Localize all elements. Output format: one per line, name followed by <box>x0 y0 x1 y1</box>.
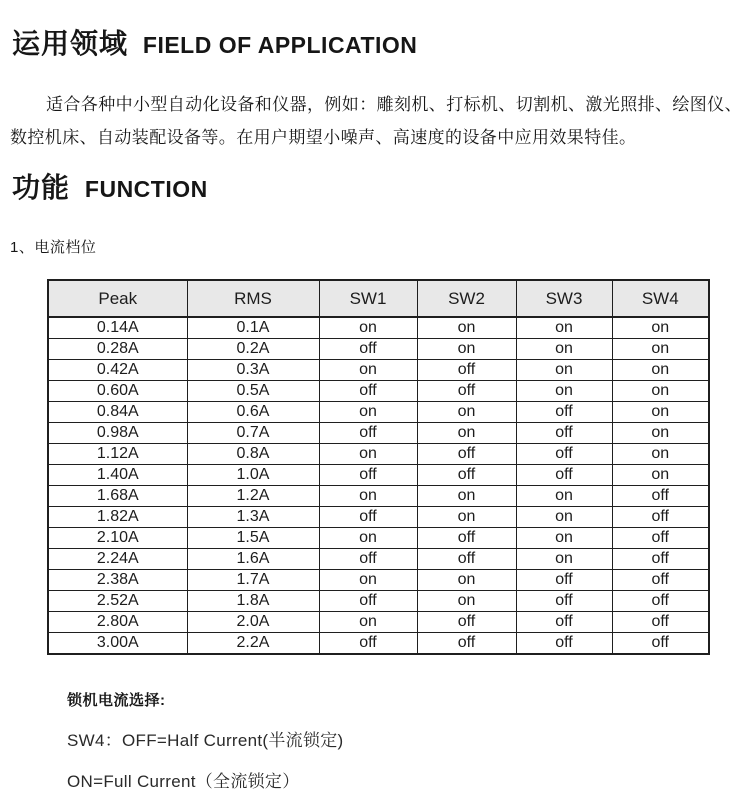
table-cell: off <box>417 360 516 381</box>
table-cell: 2.80A <box>48 612 187 633</box>
table-cell: off <box>516 591 612 612</box>
table-row <box>48 612 709 633</box>
table-cell: off <box>417 381 516 402</box>
table-cell: 3.00A <box>48 633 187 655</box>
table-cell: on <box>319 360 417 381</box>
table-header <box>48 280 709 317</box>
table-cell: off <box>516 633 612 655</box>
table-cell: off <box>516 444 612 465</box>
column-header-sw1: SW1 <box>319 280 417 317</box>
table-cell: on <box>612 360 709 381</box>
table-cell: off <box>319 507 417 528</box>
table-cell: on <box>319 528 417 549</box>
table-cell: off <box>612 507 709 528</box>
table-cell: on <box>516 507 612 528</box>
table-cell: 1.12A <box>48 444 187 465</box>
table-cell: off <box>417 612 516 633</box>
table-cell: 0.5A <box>187 381 319 402</box>
table-cell: off <box>319 549 417 570</box>
table-cell: on <box>319 612 417 633</box>
table-cell: 2.2A <box>187 633 319 655</box>
table-cell: off <box>319 381 417 402</box>
lock-current-select-title: 锁机电流选择: <box>67 692 166 709</box>
table-row <box>48 360 709 381</box>
table-cell: 2.52A <box>48 591 187 612</box>
application-paragraph: 适合各种中小型自动化设备和仪器，例如：雕刻机、打标机、切割机、激光照排、绘图仪、数控机床、自动装配设备等。在用户期望小噪声、高速度的设备中应用效果特佳。 <box>10 95 742 147</box>
table-cell: 1.6A <box>187 549 319 570</box>
function-heading <box>12 166 750 206</box>
table-row <box>48 402 709 423</box>
table-cell: 2.10A <box>48 528 187 549</box>
column-header-sw3: SW3 <box>516 280 612 317</box>
table-cell: on <box>417 423 516 444</box>
table-cell: 0.60A <box>48 381 187 402</box>
table-row <box>48 549 709 570</box>
table-cell: 1.0A <box>187 465 319 486</box>
table-cell: 0.98A <box>48 423 187 444</box>
table-cell: off <box>319 591 417 612</box>
table-cell: 0.42A <box>48 360 187 381</box>
table-cell: on <box>612 423 709 444</box>
table-cell: 1.68A <box>48 486 187 507</box>
table-cell: 0.14A <box>48 317 187 339</box>
table-cell: off <box>417 549 516 570</box>
current-gear-label: 1、电流档位 <box>10 239 97 256</box>
table-cell: off <box>516 423 612 444</box>
table-cell: on <box>516 486 612 507</box>
table-cell: on <box>417 402 516 423</box>
table-cell: 1.2A <box>187 486 319 507</box>
table-cell: off <box>612 486 709 507</box>
table-cell: off <box>612 591 709 612</box>
table-cell: 1.5A <box>187 528 319 549</box>
table-cell: 0.28A <box>48 339 187 360</box>
table-cell: on <box>516 317 612 339</box>
table-row <box>48 507 709 528</box>
table-cell: off <box>319 465 417 486</box>
sw4-off-note: SW4：OFF=Half Current(半流锁定) <box>67 731 344 750</box>
table-cell: on <box>417 339 516 360</box>
field-of-application-heading <box>12 22 750 62</box>
table-cell: on <box>612 317 709 339</box>
table-cell: on <box>417 570 516 591</box>
table-cell: off <box>612 633 709 655</box>
table-cell: 0.84A <box>48 402 187 423</box>
table-cell: on <box>612 381 709 402</box>
table-cell: on <box>417 486 516 507</box>
table-cell: on <box>319 486 417 507</box>
table-cell: on <box>417 317 516 339</box>
table-cell: off <box>516 465 612 486</box>
sw4-on-note: ON=Full Current（全流锁定） <box>67 772 300 791</box>
table-row <box>48 465 709 486</box>
table-cell: off <box>516 402 612 423</box>
column-header-sw2: SW2 <box>417 280 516 317</box>
table-cell: on <box>516 381 612 402</box>
table-header-row <box>48 280 709 317</box>
table-cell: 0.6A <box>187 402 319 423</box>
table-cell: on <box>417 507 516 528</box>
table-cell: on <box>417 591 516 612</box>
table-cell: 0.8A <box>187 444 319 465</box>
table-cell: on <box>319 317 417 339</box>
table-cell: on <box>516 528 612 549</box>
table-cell: off <box>417 465 516 486</box>
table-row <box>48 444 709 465</box>
table-cell: off <box>319 423 417 444</box>
table-cell: off <box>612 570 709 591</box>
column-header-sw4: SW4 <box>612 280 709 317</box>
table-row <box>48 591 709 612</box>
field-of-application-heading-en: FIELD OF APPLICATION <box>142 32 418 58</box>
table-cell: on <box>612 339 709 360</box>
table-cell: 1.3A <box>187 507 319 528</box>
table-cell: 0.2A <box>187 339 319 360</box>
table-cell: off <box>612 528 709 549</box>
footer-notes <box>67 689 750 792</box>
table-row <box>48 423 709 444</box>
table-cell: on <box>319 570 417 591</box>
table-cell: off <box>417 633 516 655</box>
table-cell: on <box>612 465 709 486</box>
table-row <box>48 381 709 402</box>
table-cell: 0.7A <box>187 423 319 444</box>
table-cell: 2.38A <box>48 570 187 591</box>
table-cell: on <box>516 339 612 360</box>
current-settings-table <box>47 279 710 655</box>
table-cell: off <box>516 612 612 633</box>
table-cell: on <box>516 549 612 570</box>
table-row <box>48 528 709 549</box>
table-cell: 1.7A <box>187 570 319 591</box>
table-cell: 1.82A <box>48 507 187 528</box>
table-cell: 1.40A <box>48 465 187 486</box>
table-cell: 2.24A <box>48 549 187 570</box>
field-of-application-heading-zh: 运用领域 <box>12 28 129 59</box>
table-cell: on <box>612 402 709 423</box>
table-cell: 2.0A <box>187 612 319 633</box>
table-cell: off <box>319 633 417 655</box>
table-row <box>48 633 709 655</box>
table-cell: 0.3A <box>187 360 319 381</box>
column-header-rms: RMS <box>187 280 319 317</box>
table-cell: off <box>319 339 417 360</box>
table-cell: off <box>417 444 516 465</box>
column-header-peak: Peak <box>48 280 187 317</box>
table-cell: on <box>319 402 417 423</box>
table-row <box>48 317 709 339</box>
table-cell: 1.8A <box>187 591 319 612</box>
table-body <box>48 317 709 654</box>
function-heading-en: FUNCTION <box>84 176 208 202</box>
table-cell: off <box>612 612 709 633</box>
table-cell: on <box>319 444 417 465</box>
document-page <box>0 22 750 807</box>
table-cell: off <box>417 528 516 549</box>
table-row <box>48 486 709 507</box>
table-cell: on <box>516 360 612 381</box>
table-cell: off <box>612 549 709 570</box>
table-row <box>48 339 709 360</box>
function-heading-zh: 功能 <box>12 172 71 203</box>
table-row <box>48 570 709 591</box>
table-cell: off <box>516 570 612 591</box>
table-cell: 0.1A <box>187 317 319 339</box>
table-cell: on <box>612 444 709 465</box>
